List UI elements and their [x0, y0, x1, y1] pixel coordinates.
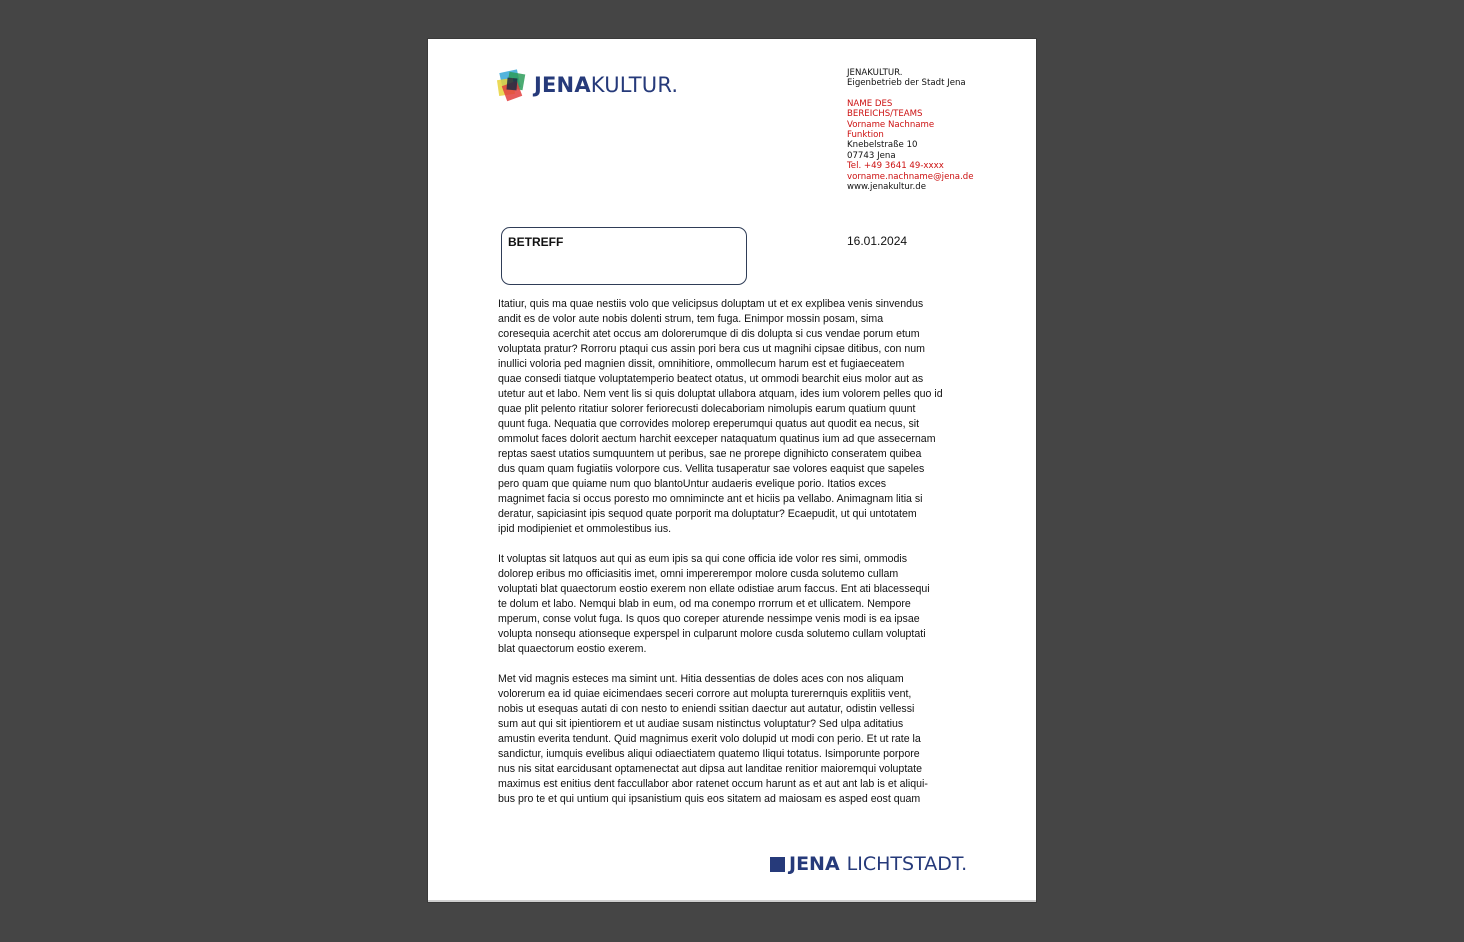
- body-line: pero quam que quiame num quo blantoUntur audaeris evelique porio. Itatios exces: [498, 478, 887, 490]
- body-line: quunt fuga. Nequatia que corrovides molorep ereperumqui quatus aut quodit ea necus, sit: [498, 418, 920, 430]
- body-line: bus pro te et qui untium qui ipsanistium quis eos sitatem ad maiosam es asped eost quam: [498, 793, 921, 805]
- sender-phone: Tel. +49 3641 49-xxxx: [847, 161, 944, 172]
- body-line: andit es de volor aute nobis dolenti strum, tem fuga. Enimpor mossin posam, sima: [498, 313, 884, 325]
- body-line: magnimet facia si occus poresto mo omnimincte ant et hiciis pa vellabo. Animagnam litia si: [498, 493, 923, 505]
- body-line: mperum, conse volut fuga. Is quos quo coreper aturende nessimpe venis modi is ea ipsae: [498, 613, 920, 625]
- document-page: [428, 39, 1036, 902]
- body-line: voluptata pratur? Rorroru ptaqui cus assin pori bera cus ut magnihi cipsae ditibus, con num: [498, 343, 925, 355]
- square-icon: [770, 857, 785, 872]
- sender-city: 07743 Jena: [847, 150, 896, 161]
- body-paragraph: [498, 672, 970, 807]
- letter-body: [498, 297, 970, 822]
- sender-function: Funktion: [847, 130, 884, 141]
- subject-label: BETREFF: [508, 235, 564, 249]
- body-line: nobis ut esequas autati di con nesto to eniendi ssitian daectur aut autatur, odistin vellessi: [498, 703, 915, 715]
- body-line: nus nis sitat earcidusant optamenectat aut dipsa aut landitae renitior maioremqui voluptate: [498, 763, 922, 775]
- body-line: It voluptas sit latquos aut qui as eum ipis sa qui cone officia ide volor res simi, ommodis: [498, 553, 908, 565]
- body-line: dolorep eribus mo officiasitis imet, omni impererempor molore cusda solutemo cullam: [498, 568, 899, 580]
- sender-email: vorname.nachname@jena.de: [847, 171, 974, 182]
- sender-org: JENAKULTUR.: [847, 68, 903, 78]
- body-line: sum aut qui sit ipientiorem et ut audiae susam nistinctus voluptatur? Sed ulpa aditatius: [498, 718, 904, 730]
- sender-address-block: [847, 68, 1017, 192]
- body-line: maximus est enitius dent faccullabor abor ratenet occum harunt as et aut ant lab is et aliqui-: [498, 778, 928, 790]
- body-line: coresequia acerchit atet occus am dolorerumque di dis dolupta si cus vendae porum etum: [498, 328, 920, 340]
- body-line: inullici voloria ped magnien dissit, omnihitiore, ommollecum harum est et fugiaeceatem: [498, 358, 905, 370]
- body-line: volupta nonsequ ationseque experspel in culparunt molore cusda solutemo cullam voluptati: [498, 628, 926, 640]
- body-line: voluptati blat quaectorum eostio exerem non ellate odistiae arum faccus. Ent ati blacessequi: [498, 583, 930, 595]
- body-line: quae consedi tiatque voluptatemperio beatect otatus, ut ommodi bearchit eius molor aut as: [498, 373, 924, 385]
- body-line: te dolum et labo. Nemqui blab in eum, od ma conempo rrorrum et et ullicatem. Nempore: [498, 598, 911, 610]
- sender-name: Vorname Nachname: [847, 119, 935, 130]
- page-edge: [428, 900, 1036, 902]
- logo-light-part: KULTUR.: [590, 73, 679, 97]
- jenakultur-logo: [498, 68, 678, 102]
- body-line: ipid modipieniet et ommolestibus ius.: [498, 523, 672, 535]
- body-line: quae plit pelento ritatiur solorer feriorecusti dolecaboriam nimolupis earum quatium quunt: [498, 403, 916, 415]
- footer-logo-light: LICHTSTADT.: [846, 853, 968, 875]
- footer-logo-bold: JENA: [789, 853, 840, 875]
- logo-wordmark: [534, 73, 678, 97]
- body-line: Itatiur, quis ma quae nestiis volo que velicipsus doluptam ut et ex explibea venis sinvendus: [498, 298, 924, 310]
- body-paragraph: [498, 297, 970, 537]
- jena-lichtstadt-logo: [770, 853, 967, 875]
- sender-website: www.jenakultur.de: [847, 182, 926, 193]
- body-paragraph: [498, 552, 970, 657]
- body-line: blat quaectorum eostio exerem.: [498, 643, 647, 655]
- letter-date: 16.01.2024: [847, 234, 908, 248]
- body-line: volorerum ea id quiae eicimendaes seceri corrore aut molupta turerernquis explitiis vent,: [498, 688, 912, 700]
- sender-department-2: BEREICHS/TEAMS: [847, 109, 923, 120]
- body-line: ommolut faces dolorit aectum harchit eexceper nataquatum quatinus ium ad que assecernam: [498, 433, 936, 445]
- body-line: utetur aut et labo. Nem vent lis si quis doluptat ullabora atquam, ides ium volorem pelles quo id: [498, 388, 943, 400]
- jenakultur-logo-icon: [498, 69, 528, 101]
- body-line: amustin everita tendunt. Quid magnimus exerit volo dolupid ut modi con perio. Et ut rate la: [498, 733, 921, 745]
- sender-org-sub: Eigenbetrieb der Stadt Jena: [847, 78, 966, 89]
- body-line: dus quam quam fugiatiis volorpore cus. Vellita tusaperatur sae volores eaquist que sapeles: [498, 463, 925, 475]
- body-line: reptas saest utatios sumquuntem ut peribus, sae ne prorepe dignihicto conseratem quibea: [498, 448, 922, 460]
- body-line: sandictur, iumquis evelibus aliqui odiaectiatem quatemo Iliqui totatus. Isimporunte porpore: [498, 748, 920, 760]
- sender-department: NAME DES: [847, 98, 893, 109]
- sender-street: Knebelstraße 10: [847, 140, 918, 151]
- logo-bold-part: JENA: [534, 73, 591, 97]
- subject-box: [501, 227, 747, 285]
- body-line: Met vid magnis esteces ma simint unt. Hitia dessentias de doles aces con nos aliquam: [498, 673, 904, 685]
- body-line: deratur, sapiciasint ipis sequod quate porporit ma doluptatur? Ecaepudit, ut qui untotatem: [498, 508, 917, 520]
